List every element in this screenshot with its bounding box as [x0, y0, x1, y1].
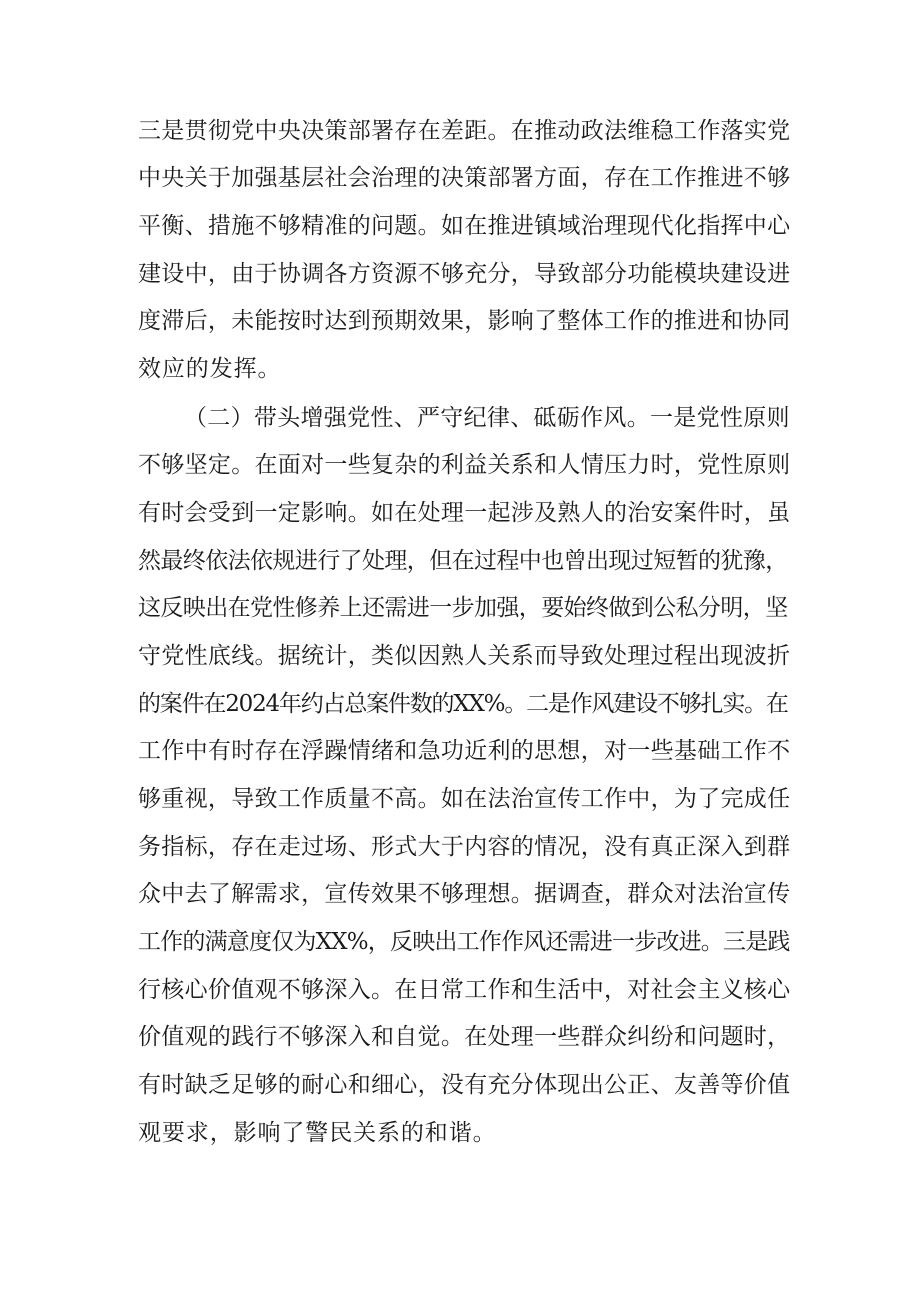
text-line: 够重视，导致工作质量不高。如在法治宣传工作中，为了完成任 — [138, 786, 791, 812]
text-line: 的案件在2024年约占总案件数的XX%。二是作风建设不够扎实。在 — [138, 691, 788, 717]
text-line: 效应的发挥。 — [138, 356, 282, 382]
text-line: 务指标，存在走过场、形式大于内容的情况，没有真正深入到群 — [138, 834, 791, 860]
text-line: 价值观的践行不够深入和自觉。在处理一些群众纠纷和问题时， — [138, 1024, 791, 1050]
text-line: 众中去了解需求，宣传效果不够理想。据调查，群众对法治宣传 — [138, 881, 791, 907]
text-line: 建设中，由于协调各方资源不够充分，导致部分功能模块建设进 — [138, 261, 791, 287]
text-line: 有时会受到一定影响。如在处理一起涉及熟人的治安案件时，虽 — [138, 500, 791, 526]
text-line: 守党性底线。据统计，类似因熟人关系而导致处理过程出现波折 — [138, 643, 791, 669]
text-line: 平衡、措施不够精准的问题。如在推进镇域治理现代化指挥中心 — [138, 213, 791, 239]
text-line: 三是贯彻党中央决策部署存在差距。在推动政法维稳工作落实党 — [138, 118, 791, 144]
text-line: 有时缺乏足够的耐心和细心，没有充分体现出公正、友善等价值 — [138, 1072, 791, 1098]
text-line: 工作的满意度仅为XX%，反映出工作作风还需进一步改进。三是践 — [138, 929, 790, 955]
text-line: 中央关于加强基层社会治理的决策部署方面，存在工作推进不够 — [138, 165, 791, 191]
text-line: 行核心价值观不够深入。在日常工作和生活中，对社会主义核心 — [138, 977, 791, 1003]
text-line: 观要求，影响了警民关系的和谐。 — [138, 1120, 497, 1146]
text-line: 工作中有时存在浮躁情绪和急功近利的思想，对一些基础工作不 — [138, 738, 791, 764]
text-line: 不够坚定。在面对一些复杂的利益关系和人情压力时，党性原则 — [138, 452, 791, 478]
text-line: 这反映出在党性修养上还需进一步加强，要始终做到公私分明，坚 — [138, 595, 788, 621]
text-line: 然最终依法依规进行了处理，但在过程中也曾出现过短暂的犹豫， — [138, 548, 788, 574]
section-heading-line: （二）带头增强党性、严守纪律、砥砺作风。一是党性原则 — [184, 405, 790, 431]
text-line: 度滞后，未能按时达到预期效果，影响了整体工作的推进和协同 — [138, 308, 791, 334]
